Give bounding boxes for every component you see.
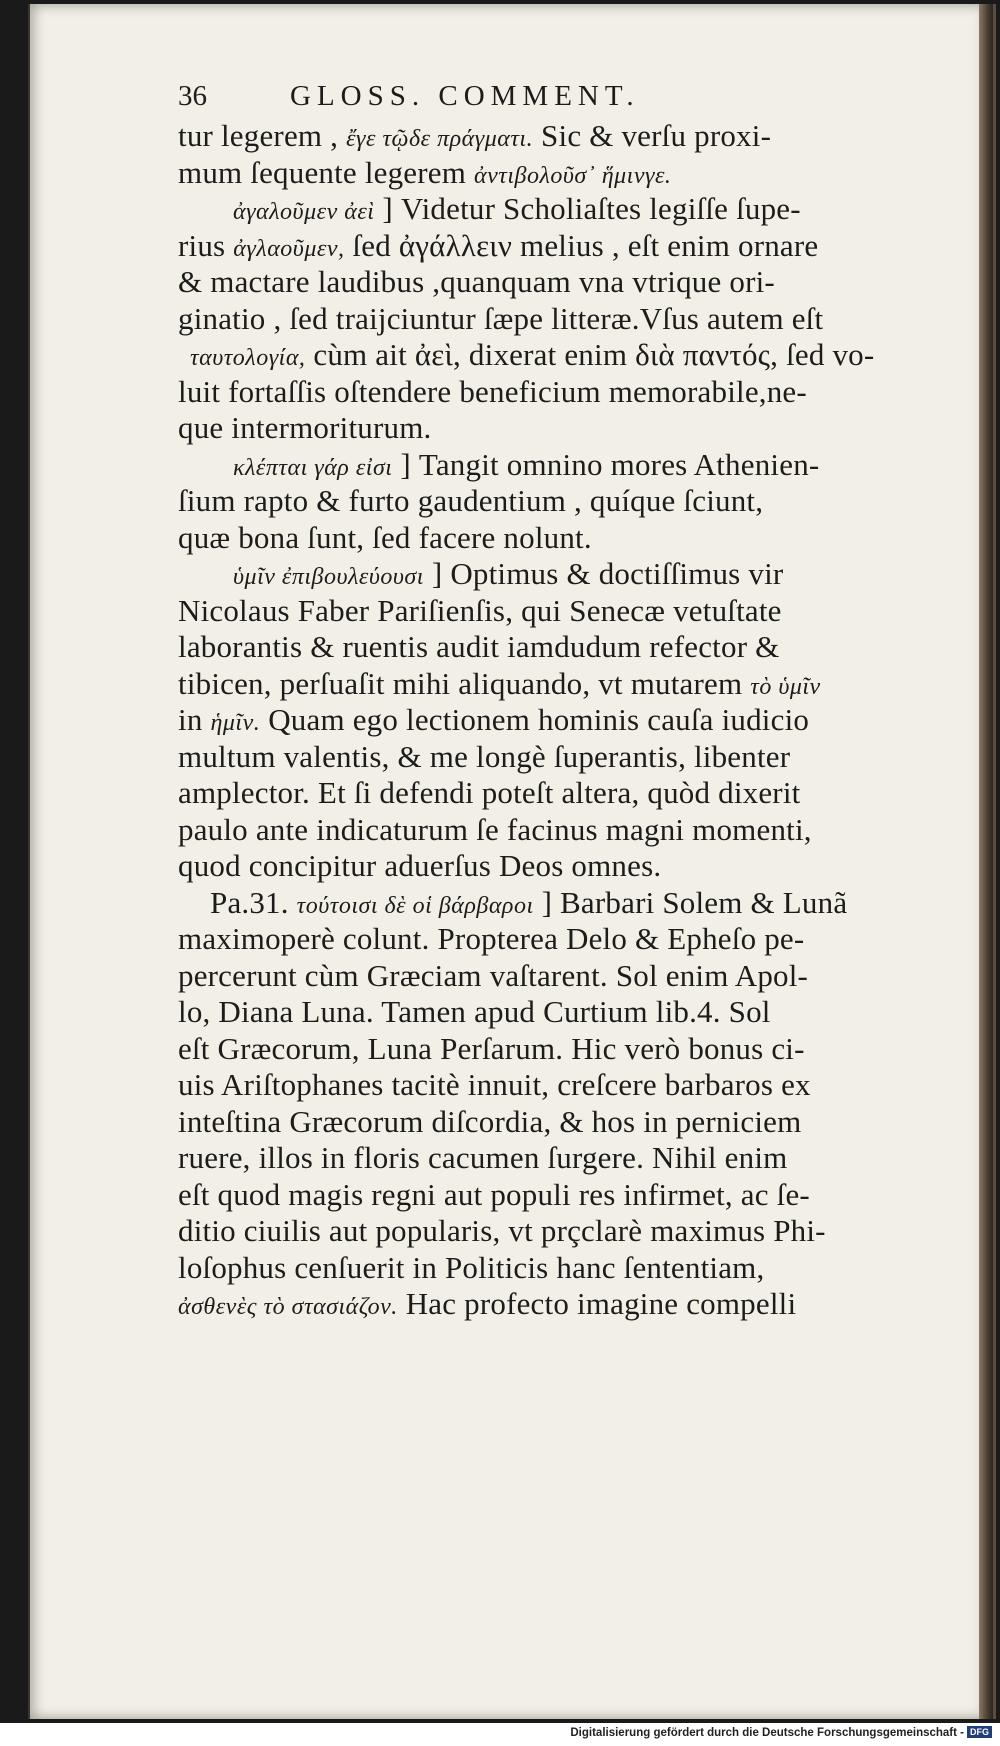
body-lines <box>178 118 918 1323</box>
text-line <box>178 1140 918 1177</box>
latin-text: in <box>178 702 211 737</box>
latin-text: eſt Græcorum, Luna Perſarum. Hic verò bonus ci- <box>178 1030 805 1066</box>
latin-text: tur legerem , <box>178 118 347 153</box>
latin-text: Hac profecto imagine compelli <box>397 1286 797 1321</box>
latin-text: tibicen, perſuaſit mihi aliquando, vt mutarem <box>178 665 751 701</box>
latin-text: quod concipitur aduerſus Deos omnes. <box>178 848 662 883</box>
greek-lemma: ἀγλαοῦμεν, <box>233 235 345 262</box>
latin-text: ruere, illos in floris cacumen ſurgere. Nihil enim <box>178 1140 788 1175</box>
latin-text: paulo ante indicaturum ſe facinus magni momenti, <box>178 811 812 847</box>
text-line <box>178 1177 918 1214</box>
text-line <box>178 1031 918 1068</box>
text-line <box>178 629 918 666</box>
text-line <box>178 228 918 265</box>
latin-text: ] Tangit omnino mores Athenien- <box>392 446 820 482</box>
text-line <box>178 264 918 301</box>
greek-lemma: ἀσθενὲς τὸ στασιάζον. <box>178 1294 398 1320</box>
text-line <box>178 885 918 922</box>
text-line <box>178 994 918 1031</box>
text-line <box>178 739 918 776</box>
text-line <box>178 301 918 338</box>
footer-credit-text: Digitalisierung gefördert durch die Deutsche Forschungsgemeinschaft - <box>570 1727 964 1739</box>
text-line <box>178 337 918 374</box>
text-line <box>178 118 918 155</box>
greek-lemma: ταυτολογία, <box>190 345 306 371</box>
latin-text: maximoperè colunt. Propterea Delo & Epheſo pe- <box>178 921 805 956</box>
text-line <box>178 702 918 739</box>
text-line <box>178 775 918 812</box>
text-line <box>178 447 918 484</box>
latin-text: amplector. Et ſi defendi poteſt altera, quòd dixerit <box>178 775 801 810</box>
latin-text: cùm ait ἀεὶ, dixerat enim διὰ παντός, ſed vo- <box>305 337 875 372</box>
text-line <box>178 1067 918 1104</box>
greek-lemma: ἀντιβολοῦσ᾽ ἥμινγε. <box>474 162 672 189</box>
page-text-block <box>178 80 918 1323</box>
text-line <box>178 1286 918 1323</box>
text-line <box>178 848 918 885</box>
text-line <box>178 958 918 995</box>
footer-strip <box>0 1723 1000 1746</box>
latin-text: ditio ciuilis aut popularis, vt prçclarè maximus Phi- <box>178 1213 826 1248</box>
greek-lemma: τὸ ὑμῖν <box>750 673 821 700</box>
text-line <box>178 1104 918 1141</box>
greek-lemma: ἔγε τῷδε πράγματι. <box>346 126 534 152</box>
latin-text: Quam ego lectionem hominis cauſa iudicio <box>260 702 810 737</box>
text-line <box>178 1213 918 1250</box>
page-number: 36 <box>178 80 207 112</box>
text-line <box>178 155 918 192</box>
latin-text: multum valentis, & me longè ſuperantis, libenter <box>178 738 791 774</box>
latin-text: uis Ariſtophanes tacitè innuit, creſcere barbaros ex <box>178 1067 811 1102</box>
text-line <box>178 410 918 447</box>
text-line <box>178 191 918 228</box>
book-binding-edge <box>979 4 993 1719</box>
dfg-logo: DFG <box>967 1726 992 1738</box>
latin-text: eſt quod magis regni aut populi res infirmet, ac ſe- <box>178 1176 810 1212</box>
latin-text: quæ bona ſunt, ſed facere nolunt. <box>178 519 592 555</box>
running-head: GLOSS. COMMENT. <box>290 80 640 112</box>
page-header <box>178 80 918 118</box>
latin-text: & mactare laudibus ,quanquam vna vtrique ori- <box>178 264 775 299</box>
latin-text: mum ſequente legerem <box>178 154 475 190</box>
latin-text: que intermoriturum. <box>178 410 432 445</box>
latin-text: Sic & verſu proxi- <box>533 118 772 153</box>
latin-text: rius <box>178 227 234 263</box>
latin-text: loſophus cenſuerit in Politicis hanc ſententiam, <box>178 1249 765 1285</box>
greek-lemma: ἡμῖν. <box>210 710 261 736</box>
latin-text: percerunt cùm Græciam vaſtarent. Sol enim Apol- <box>178 957 809 993</box>
text-line <box>178 921 918 958</box>
greek-lemma: κλέπται γάρ εἰσι <box>233 454 393 481</box>
text-line <box>178 666 918 703</box>
footer-credit <box>570 1726 992 1739</box>
latin-text: inteſtina Græcorum diſcordia, & hos in perniciem <box>178 1103 802 1139</box>
latin-text: ſed ἀγάλλειν melius , eſt enim ornare <box>344 227 819 263</box>
text-line <box>178 593 918 630</box>
latin-text: ] Barbari Solem & Lunã <box>533 884 848 920</box>
greek-lemma: ὑμῖν ἐπιβουλεύουσι <box>233 564 424 590</box>
latin-text: luit fortaſſis oſtendere beneficium memorabile,ne- <box>178 373 807 409</box>
latin-text: ] Optimus & doctiſſimus vir <box>423 556 784 591</box>
latin-text: laborantis & ruentis audit iamdudum refector & <box>178 629 780 664</box>
text-line <box>178 1250 918 1287</box>
greek-lemma: ἀγαλοῦμεν ἀεὶ <box>233 199 375 225</box>
latin-text: Nicolaus Faber Pariſienſis, qui Senecæ vetuſtate <box>178 592 782 628</box>
text-line <box>178 556 918 593</box>
latin-text: ginatio , ſed traijciuntur ſæpe litteræ.Vſus autem eſt <box>178 300 824 336</box>
latin-text: Pa.31. <box>210 884 297 920</box>
text-line <box>178 374 918 411</box>
latin-text: ſium rapto & furto gaudentium , quíque ſciunt, <box>178 483 764 518</box>
text-line <box>178 812 918 849</box>
latin-text: lo, Diana Luna. Tamen apud Curtium lib.4. Sol <box>178 994 771 1029</box>
greek-lemma: τούτοισι δὲ οἱ βάρβαροι <box>296 892 534 919</box>
latin-text: ] Videtur Scholiaſtes legiſſe ſupe- <box>374 191 801 226</box>
text-line <box>178 483 918 520</box>
text-line <box>178 520 918 557</box>
